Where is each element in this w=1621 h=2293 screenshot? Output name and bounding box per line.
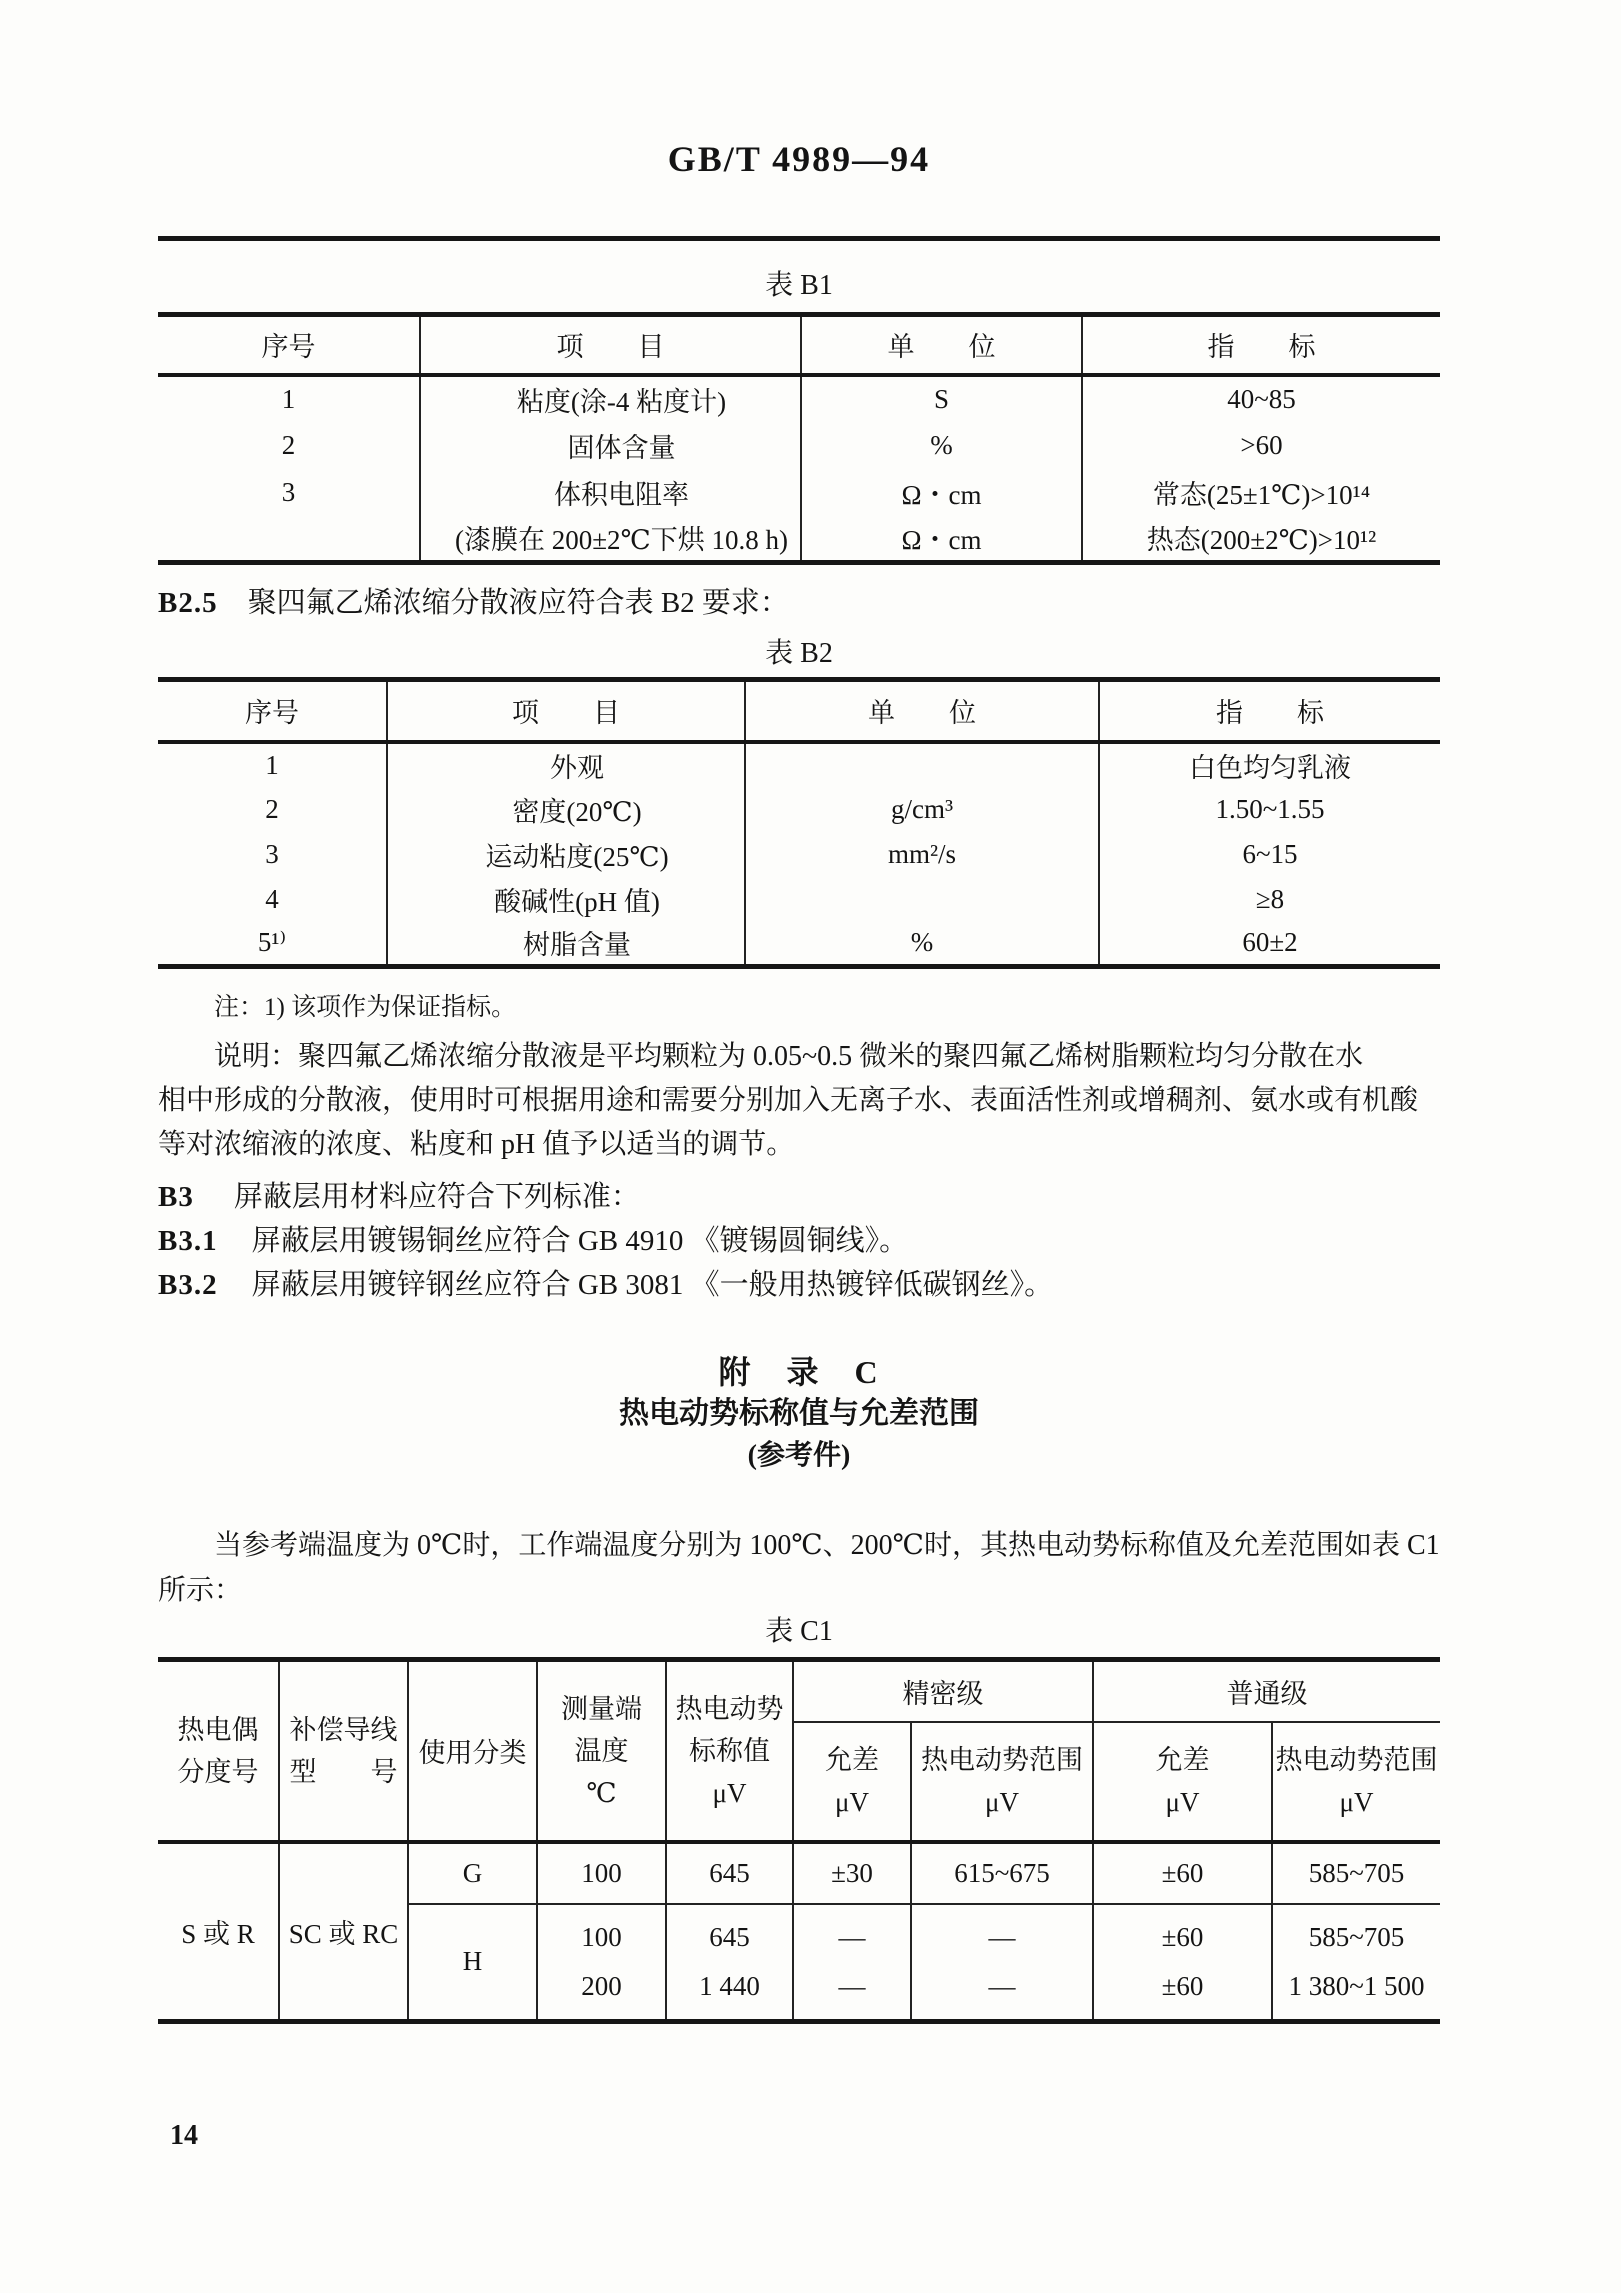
section-b3 — [158, 1177, 1440, 1217]
col-header-unit: 单 位 — [801, 315, 1082, 375]
table-cell: 585~705 — [1272, 1842, 1440, 1904]
table-cell: ±30 — [793, 1842, 911, 1904]
section-label: B3.2 — [158, 1269, 218, 1301]
table-row — [158, 469, 1440, 516]
table-cell: 粘度(涂-4 粘度计) — [420, 375, 801, 422]
cell-line: 1 380~1 500 — [1288, 1970, 1425, 2001]
cell-line: — — [838, 1970, 866, 2001]
table-cell-thermocouple: S 或 R — [181, 1918, 255, 1949]
table-cell: 645 — [666, 1842, 793, 1904]
cell-line: 100 — [581, 1921, 622, 1952]
col-header-seq: 序号 — [158, 680, 387, 742]
header-line: 热电动势范围 — [1275, 1745, 1438, 1775]
explanation-paragraph — [158, 1035, 1440, 1167]
col-header-emf-nominal — [666, 1660, 793, 1842]
table-cell — [745, 877, 1099, 922]
table-cell: 白色均匀乳液 — [1099, 742, 1440, 787]
col-header-seq: 序号 — [158, 315, 420, 375]
header-line: μV — [1339, 1787, 1374, 1817]
col-header-index: 指 标 — [1082, 315, 1440, 375]
table-cell: % — [745, 922, 1099, 967]
table-b2 — [158, 677, 1440, 969]
table-cell: 酸碱性(pH 值) — [387, 877, 745, 922]
table-row — [158, 516, 1440, 563]
header-line: μV — [712, 1777, 747, 1808]
header-line: μV — [1165, 1787, 1200, 1817]
appendix-c-kind: (参考件) — [747, 1440, 851, 1471]
table-row — [158, 375, 1440, 422]
table-row — [158, 422, 1440, 469]
table-c1 — [158, 1657, 1440, 2024]
appendix-c-subtitle: 热电动势标称值与允差范围 — [619, 1397, 979, 1430]
table-b1 — [158, 312, 1440, 565]
table-cell: 1.50~1.55 — [1099, 787, 1440, 832]
header-line: 补偿导线 — [289, 1714, 398, 1745]
table-cell: 6~15 — [1099, 832, 1440, 877]
col-header-unit: 单 位 — [745, 680, 1099, 742]
table-cell: 615~675 — [911, 1842, 1093, 1904]
section-text: 屏蔽层用材料应符合下列标准： — [233, 1181, 640, 1213]
col-header-thermocouple — [158, 1660, 279, 1842]
table-cell: 外观 — [387, 742, 745, 787]
col-header-item: 项 目 — [420, 315, 801, 375]
table-cell: g/cm³ — [745, 787, 1099, 832]
header-line: 允差 — [1155, 1745, 1210, 1775]
page-number: 14 — [170, 2120, 198, 2151]
header-line: 测量端 — [561, 1693, 642, 1724]
footnote: 注：1) 该项作为保证指标。 — [214, 994, 517, 1021]
table-cell: 5¹⁾ — [257, 927, 287, 958]
table-cell: 1 — [265, 749, 279, 780]
doc-number: GB/T 4989—94 — [667, 139, 931, 179]
section-label: B3.1 — [158, 1225, 218, 1257]
cell-line: 585~705 — [1308, 1921, 1405, 1952]
col-header-emf-range-precision — [911, 1722, 1093, 1842]
table-row — [158, 742, 1440, 787]
section-label: B3 — [158, 1181, 194, 1213]
col-header-index: 指 标 — [1099, 680, 1440, 742]
header-line: μV — [835, 1787, 869, 1817]
table-cell: 运动粘度(25℃) — [387, 832, 745, 877]
table-cell: G — [408, 1842, 537, 1904]
table-cell: 2 — [265, 793, 279, 824]
header-line: 分度号 — [177, 1756, 259, 1787]
section-text: 聚四氟乙烯浓缩分散液应符合表 B2 要求： — [247, 587, 789, 619]
col-header-emf-range-ordinary — [1272, 1722, 1440, 1842]
table-cell — [745, 742, 1099, 787]
table-cell — [1272, 1904, 1440, 2022]
table-cell: 4 — [265, 883, 279, 914]
table-cell: 60±2 — [1099, 922, 1440, 967]
table-cell: ±60 — [1093, 1842, 1272, 1904]
section-b3-2 — [158, 1265, 1440, 1305]
header-line: 热电偶 — [177, 1714, 259, 1745]
table-cell — [793, 1904, 911, 2022]
table-cell: 常态(25±1℃)>10¹⁴ — [1082, 469, 1440, 516]
header-line: 热电动势 — [675, 1693, 784, 1724]
header-rule — [158, 236, 1440, 241]
col-header-usage-class: 使用分类 — [408, 1660, 537, 1842]
table-cell: % — [801, 422, 1082, 469]
group-header-ordinary: 普通级 — [1093, 1660, 1440, 1722]
cell-line: 1 440 — [699, 1970, 760, 2001]
header-line: 热电动势范围 — [921, 1745, 1083, 1775]
table-cell: mm²/s — [745, 832, 1099, 877]
cell-line: ±60 — [1161, 1970, 1204, 2001]
header-line: 允差 — [825, 1745, 879, 1775]
table-row — [158, 877, 1440, 922]
table-row — [158, 832, 1440, 877]
table-cell: 40~85 — [1082, 375, 1440, 422]
col-header-item: 项 目 — [387, 680, 745, 742]
table-b1-caption: 表 B1 — [765, 270, 833, 301]
table-cell: S — [801, 375, 1082, 422]
table-cell: 3 — [265, 838, 279, 869]
table-c1-header-row-1 — [158, 1660, 1440, 1722]
table-cell: H — [408, 1904, 537, 2022]
table-cell: 固体含量 — [420, 422, 801, 469]
cell-line: 200 — [581, 1970, 622, 2001]
paragraph-line: 等对浓缩液的浓度、粘度和 pH 值予以适当的调节。 — [158, 1129, 795, 1160]
table-cell: 100 — [537, 1842, 666, 1904]
header-line: 温度 — [574, 1735, 629, 1766]
header-line: μV — [985, 1787, 1019, 1817]
table-b1-header-row — [158, 315, 1440, 375]
page-content — [158, 0, 1440, 2152]
table-b2-caption: 表 B2 — [765, 638, 833, 669]
table-cell: 3 — [281, 476, 296, 507]
col-header-tolerance-ordinary — [1093, 1722, 1272, 1842]
table-cell: 热态(200±2℃)>10¹² — [1082, 516, 1440, 563]
table-cell — [1093, 1904, 1272, 2022]
paragraph-line: 相中形成的分散液，使用时可根据用途和需要分别加入无离子水、表面活性剂或增稠剂、氨水或有机酸 — [158, 1085, 1419, 1116]
section-text: 屏蔽层用镀锡铜丝应符合 GB 4910 《镀锡圆铜线》。 — [251, 1225, 909, 1257]
paragraph-line: 所示： — [158, 1575, 243, 1606]
section-text: 屏蔽层用镀锌钢丝应符合 GB 3081 《一般用热镀锌低碳钢丝》。 — [251, 1269, 1054, 1301]
table-cell — [666, 1904, 793, 2022]
section-b3-1 — [158, 1221, 1440, 1261]
table-cell: 密度(20℃) — [387, 787, 745, 832]
table-c1-caption: 表 C1 — [765, 1616, 833, 1647]
col-header-measuring-temp — [537, 1660, 666, 1842]
table-cell: 1 — [281, 383, 296, 414]
table-row — [158, 922, 1440, 967]
cell-line: — — [838, 1921, 866, 1952]
header-line: 型 号 — [289, 1756, 398, 1787]
header-line: 标称值 — [689, 1735, 770, 1766]
header-line: ℃ — [586, 1777, 617, 1808]
appendix-c-paragraph — [158, 1523, 1440, 1613]
table-cell: ≥8 — [1099, 877, 1440, 922]
paragraph-line: 当参考端温度为 0℃时，工作端温度分别为 100℃、200℃时，其热电动势标称值及允差范围如表 C1 — [214, 1530, 1440, 1561]
table-cell: 树脂含量 — [387, 922, 745, 967]
appendix-c-title: 附 录 C — [718, 1354, 880, 1390]
table-cell — [158, 516, 420, 563]
table-cell: >60 — [1082, 422, 1440, 469]
table-cell: 2 — [281, 429, 296, 460]
table-cell: Ω・cm — [801, 469, 1082, 516]
table-cell: 体积电阻率 — [420, 469, 801, 516]
table-cell: (漆膜在 200±2℃下烘 10.8 h) — [420, 516, 801, 563]
table-row — [158, 787, 1440, 832]
cell-line: 645 — [709, 1921, 750, 1952]
group-header-precision: 精密级 — [793, 1660, 1093, 1722]
cell-line: — — [988, 1921, 1016, 1952]
table-b2-header-row — [158, 680, 1440, 742]
table-cell-wire-type: SC 或 RC — [279, 1842, 408, 2022]
table-cell — [537, 1904, 666, 2022]
col-header-tolerance-precision — [793, 1722, 911, 1842]
table-cell — [911, 1904, 1093, 2022]
section-label: B2.5 — [158, 587, 218, 619]
paragraph-line: 说明：聚四氟乙烯浓缩分散液是平均颗粒为 0.05~0.5 微米的聚四氟乙烯树脂颗粒均匀分散在水 — [214, 1041, 1364, 1072]
cell-line: — — [988, 1970, 1016, 2001]
table-row-g — [158, 1842, 1440, 1904]
cell-line: ±60 — [1161, 1921, 1204, 1952]
col-header-compensation-wire — [279, 1660, 408, 1842]
table-cell: Ω・cm — [801, 516, 1082, 563]
section-b2-5 — [158, 583, 1440, 623]
